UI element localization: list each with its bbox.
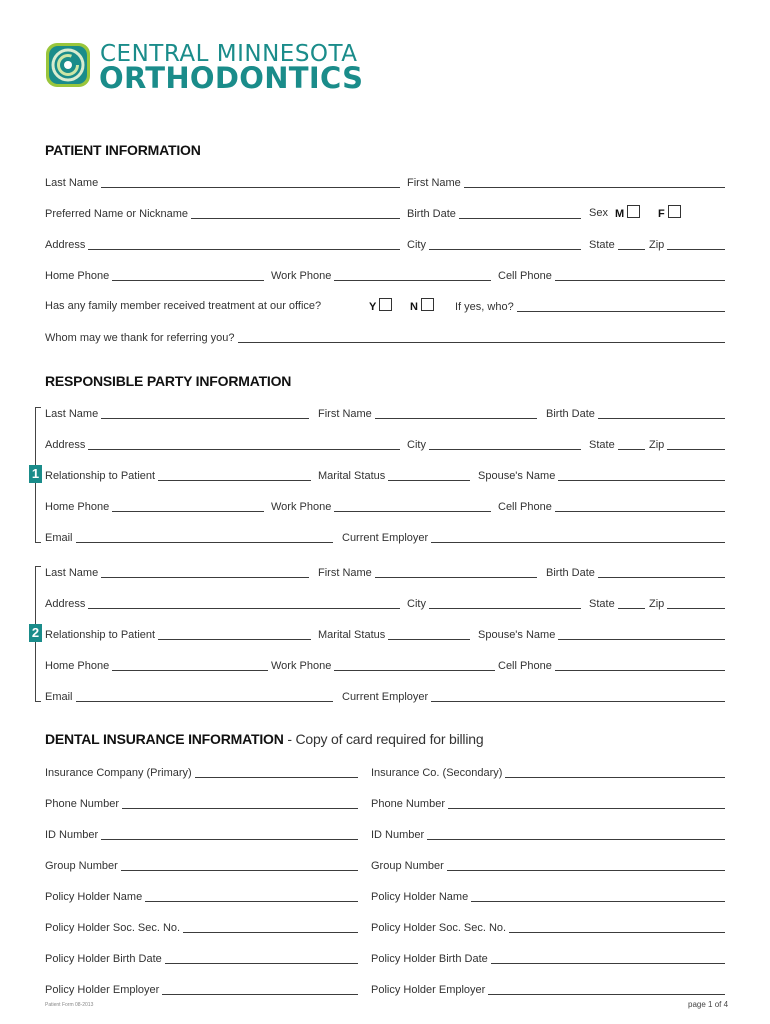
patient-work-phone-field[interactable]: Work Phone bbox=[271, 267, 491, 283]
insurance-secondary-field-label: Group Number bbox=[371, 860, 444, 872]
party-1-email-field[interactable]: Email bbox=[45, 529, 333, 545]
party-2-state-field[interactable]: State bbox=[589, 595, 645, 611]
family-if-yes-who-field[interactable]: If yes, who? bbox=[455, 298, 725, 314]
family-no-checkbox[interactable] bbox=[421, 298, 434, 311]
sex-f-checkbox[interactable] bbox=[668, 205, 681, 218]
sex-f-option[interactable]: F bbox=[658, 205, 681, 222]
party-1-state-field[interactable]: State bbox=[589, 436, 645, 452]
family-yes-option[interactable]: Y bbox=[369, 298, 392, 315]
form-id-footnote: Patient Form 08-2013 bbox=[45, 1002, 94, 1008]
party-2-first-name-field[interactable]: First Name bbox=[318, 564, 537, 580]
insurance-secondary-field-1[interactable] bbox=[371, 764, 725, 780]
insurance-secondary-field-label: Policy Holder Name bbox=[371, 891, 469, 903]
sex-m-option[interactable]: M bbox=[615, 205, 640, 222]
insurance-secondary-field-label: Insurance Co. (Secondary) bbox=[371, 767, 503, 779]
insurance-secondary-field-label: ID Number bbox=[371, 829, 425, 841]
party-1-birth-date-field[interactable]: Birth Date bbox=[546, 405, 725, 421]
party-2-last-name-field[interactable]: Last Name bbox=[45, 564, 309, 580]
party-2-address-field[interactable]: Address bbox=[45, 595, 400, 611]
party-2-birth-date-field[interactable]: Birth Date bbox=[546, 564, 725, 580]
insurance-secondary-field-2[interactable] bbox=[371, 795, 725, 811]
insurance-secondary-field-label: Policy Holder Soc. Sec. No. bbox=[371, 922, 507, 934]
party-1-home-phone-field[interactable]: Home Phone bbox=[45, 498, 264, 514]
party-2-city-field[interactable]: City bbox=[407, 595, 581, 611]
insurance-secondary-field-7[interactable] bbox=[371, 950, 725, 966]
insurance-primary-field-6[interactable] bbox=[45, 919, 358, 935]
brand-name-line1: CENTRAL MINNESOTA bbox=[100, 41, 358, 67]
patient-preferred-name-field[interactable]: Preferred Name or Nickname bbox=[45, 205, 400, 221]
insurance-primary-field-label: Group Number bbox=[45, 860, 118, 872]
party-2-work-phone-field[interactable]: Work Phone bbox=[271, 657, 495, 673]
party-2-email-field[interactable]: Email bbox=[45, 688, 333, 704]
party-2-marital-status-field[interactable]: Marital Status bbox=[318, 626, 470, 642]
patient-home-phone-field[interactable]: Home Phone bbox=[45, 267, 264, 283]
insurance-primary-field-label: Policy Holder Name bbox=[45, 891, 143, 903]
brand-name-line2: ORTHODONTICS bbox=[99, 61, 364, 95]
party-2-relationship-field[interactable]: Relationship to Patient bbox=[45, 626, 311, 642]
party-2-zip-field[interactable]: Zip bbox=[649, 595, 725, 611]
insurance-primary-field-label: ID Number bbox=[45, 829, 99, 841]
insurance-secondary-field-label: Phone Number bbox=[371, 798, 445, 810]
insurance-primary-field-3[interactable] bbox=[45, 826, 358, 842]
logo-swirl-icon bbox=[45, 42, 91, 88]
insurance-primary-field-label: Policy Holder Soc. Sec. No. bbox=[45, 922, 181, 934]
insurance-primary-field-label: Insurance Company (Primary) bbox=[45, 767, 192, 779]
insurance-section-subheading: - Copy of card required for billing bbox=[283, 731, 484, 747]
insurance-section-heading: DENTAL INSURANCE INFORMATION - Copy of card required for billing bbox=[45, 731, 484, 747]
page-number: page 1 of 4 bbox=[688, 1000, 729, 1009]
party-1-spouse-name-field[interactable]: Spouse's Name bbox=[478, 467, 725, 483]
party-2-employer-field[interactable]: Current Employer bbox=[342, 688, 725, 704]
patient-birth-date-field[interactable]: Birth Date bbox=[407, 205, 581, 221]
insurance-primary-field-5[interactable] bbox=[45, 888, 358, 904]
party-1-marital-status-field[interactable]: Marital Status bbox=[318, 467, 470, 483]
party-1-address-field[interactable]: Address bbox=[45, 436, 400, 452]
insurance-secondary-field-5[interactable] bbox=[371, 888, 725, 904]
party-1-first-name-field[interactable]: First Name bbox=[318, 405, 537, 421]
patient-last-name-field[interactable]: Last Name bbox=[45, 174, 400, 190]
family-treatment-question: Has any family member received treatment at our office? bbox=[45, 300, 322, 312]
insurance-secondary-field-label: Policy Holder Employer bbox=[371, 984, 486, 996]
patient-state-field[interactable]: State bbox=[589, 236, 645, 252]
insurance-primary-field-label: Policy Holder Employer bbox=[45, 984, 160, 996]
insurance-primary-field-7[interactable] bbox=[45, 950, 358, 966]
patient-section-heading: PATIENT INFORMATION bbox=[45, 142, 201, 158]
patient-city-field[interactable]: City bbox=[407, 236, 581, 252]
party-1-cell-phone-field[interactable]: Cell Phone bbox=[498, 498, 725, 514]
insurance-primary-field-2[interactable] bbox=[45, 795, 358, 811]
insurance-secondary-field-3[interactable] bbox=[371, 826, 725, 842]
insurance-secondary-field-label: Policy Holder Birth Date bbox=[371, 953, 488, 965]
insurance-primary-field-4[interactable] bbox=[45, 857, 358, 873]
patient-zip-field[interactable]: Zip bbox=[649, 236, 725, 252]
sex-m-checkbox[interactable] bbox=[627, 205, 640, 218]
patient-first-name-field[interactable]: First Name bbox=[407, 174, 725, 190]
insurance-primary-field-8[interactable] bbox=[45, 981, 358, 997]
party-1-zip-field[interactable]: Zip bbox=[649, 436, 725, 452]
party-1-badge: 1 bbox=[29, 465, 42, 483]
patient-cell-phone-field[interactable]: Cell Phone bbox=[498, 267, 725, 283]
patient-sex-label: Sex bbox=[589, 207, 608, 219]
party-1-work-phone-field[interactable]: Work Phone bbox=[271, 498, 491, 514]
insurance-secondary-field-4[interactable] bbox=[371, 857, 725, 873]
insurance-primary-field-label: Policy Holder Birth Date bbox=[45, 953, 162, 965]
party-2-badge: 2 bbox=[29, 624, 42, 642]
family-no-option[interactable]: N bbox=[410, 298, 434, 315]
patient-address-field[interactable]: Address bbox=[45, 236, 400, 252]
insurance-secondary-field-8[interactable] bbox=[371, 981, 725, 997]
insurance-primary-field-label: Phone Number bbox=[45, 798, 119, 810]
insurance-primary-field-1[interactable] bbox=[45, 764, 358, 780]
party-1-city-field[interactable]: City bbox=[407, 436, 581, 452]
party-1-relationship-field[interactable]: Relationship to Patient bbox=[45, 467, 311, 483]
insurance-secondary-field-6[interactable] bbox=[371, 919, 725, 935]
family-yes-checkbox[interactable] bbox=[379, 298, 392, 311]
party-1-last-name-field[interactable]: Last Name bbox=[45, 405, 309, 421]
referral-field[interactable]: Whom may we thank for referring you? bbox=[45, 329, 725, 345]
responsible-section-heading: RESPONSIBLE PARTY INFORMATION bbox=[45, 373, 292, 389]
party-2-spouse-name-field[interactable]: Spouse's Name bbox=[478, 626, 725, 642]
party-2-home-phone-field[interactable]: Home Phone bbox=[45, 657, 268, 673]
party-2-cell-phone-field[interactable]: Cell Phone bbox=[498, 657, 725, 673]
party-1-employer-field[interactable]: Current Employer bbox=[342, 529, 725, 545]
